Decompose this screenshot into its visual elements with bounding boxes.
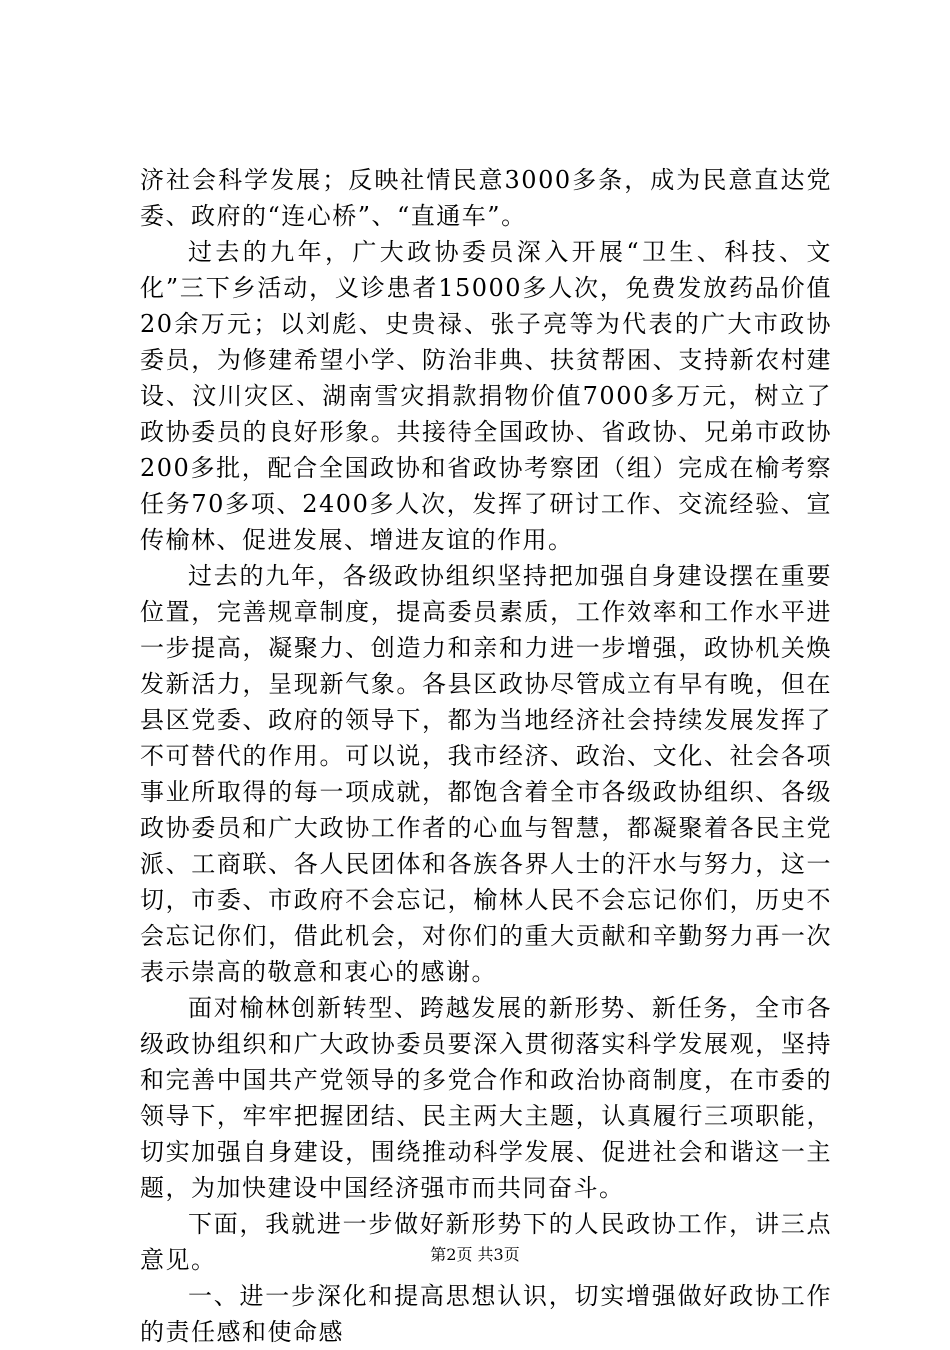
paragraph-three-points-intro: 下面，我就进一步做好新形势下的人民政协工作，讲三点意见。 [140, 1210, 832, 1274]
document-body [140, 162, 832, 1350]
paragraph-self-construction: 过去的九年，各级政协组织坚持把加强自身建设摆在重要位置，完善规章制度，提高委员素质，工作效率和工作水平进一步提高，凝聚力、创造力和亲和力进一步增强，政协机关焕发新活力，呈现新气象。各县区政协尽管成立有早有晚，但在县区党委、政府的领导下，都为当地经济社会持续发展发挥了不可替代的作用。可以说，我市经济、政治、文化、社会各项事业所取得的每一项成就，都饱含着全市各级政协组织、各级政协委员和广大政协工作者的心血与智慧，都凝聚着各民主党派、工商联、各人民团体和各族各界人士的汗水与努力，这一切，市委、市政府不会忘记，榆林人民不会忘记你们，历史不会忘记你们，借此机会，对你们的重大贡献和辛勤努力再一次表示崇高的敬意和衷心的感谢。 [140, 562, 832, 986]
paragraph-committee-activities: 过去的九年，广大政协委员深入开展“卫生、科技、文化”三下乡活动，义诊患者15000多人次，免费发放药品价值20余万元；以刘彪、史贵禄、张子亮等为代表的广大市政协委员，为修建希望小学、防治非典、扶贫帮困、支持新农村建设、汶川灾区、湖南雪灾捐款捐物价值7000多万元，树立了政协委员的良好形象。共接待全国政协、省政协、兄弟市政协200多批，配合全国政协和省政协考察团（组）完成在榆考察任务70多项、2400多人次，发挥了研讨工作、交流经验、宣传榆林、促进发展、增进友谊的作用。 [140, 238, 832, 554]
paragraph-continuation: 济社会科学发展；反映社情民意3000多条，成为民意直达党委、政府的“连心桥”、“直通车”。 [140, 166, 832, 230]
page-footer: 第2页 共3页 [430, 1245, 520, 1264]
paragraph-new-situation: 面对榆林创新转型、跨越发展的新形势、新任务，全市各级政协组织和广大政协委员要深入贯彻落实科学发展观，坚持和完善中国共产党领导的多党合作和政治协商制度，在市委的领导下，牢牢把握团结、民主两大主题，认真履行三项职能，切实加强自身建设，围绕推动科学发展、促进社会和谐这一主题，为加快建设中国经济强市而共同奋斗。 [140, 994, 832, 1202]
section-heading-one: 一、进一步深化和提高思想认识，切实增强做好政协工作的责任感和使命感 [140, 1282, 832, 1346]
